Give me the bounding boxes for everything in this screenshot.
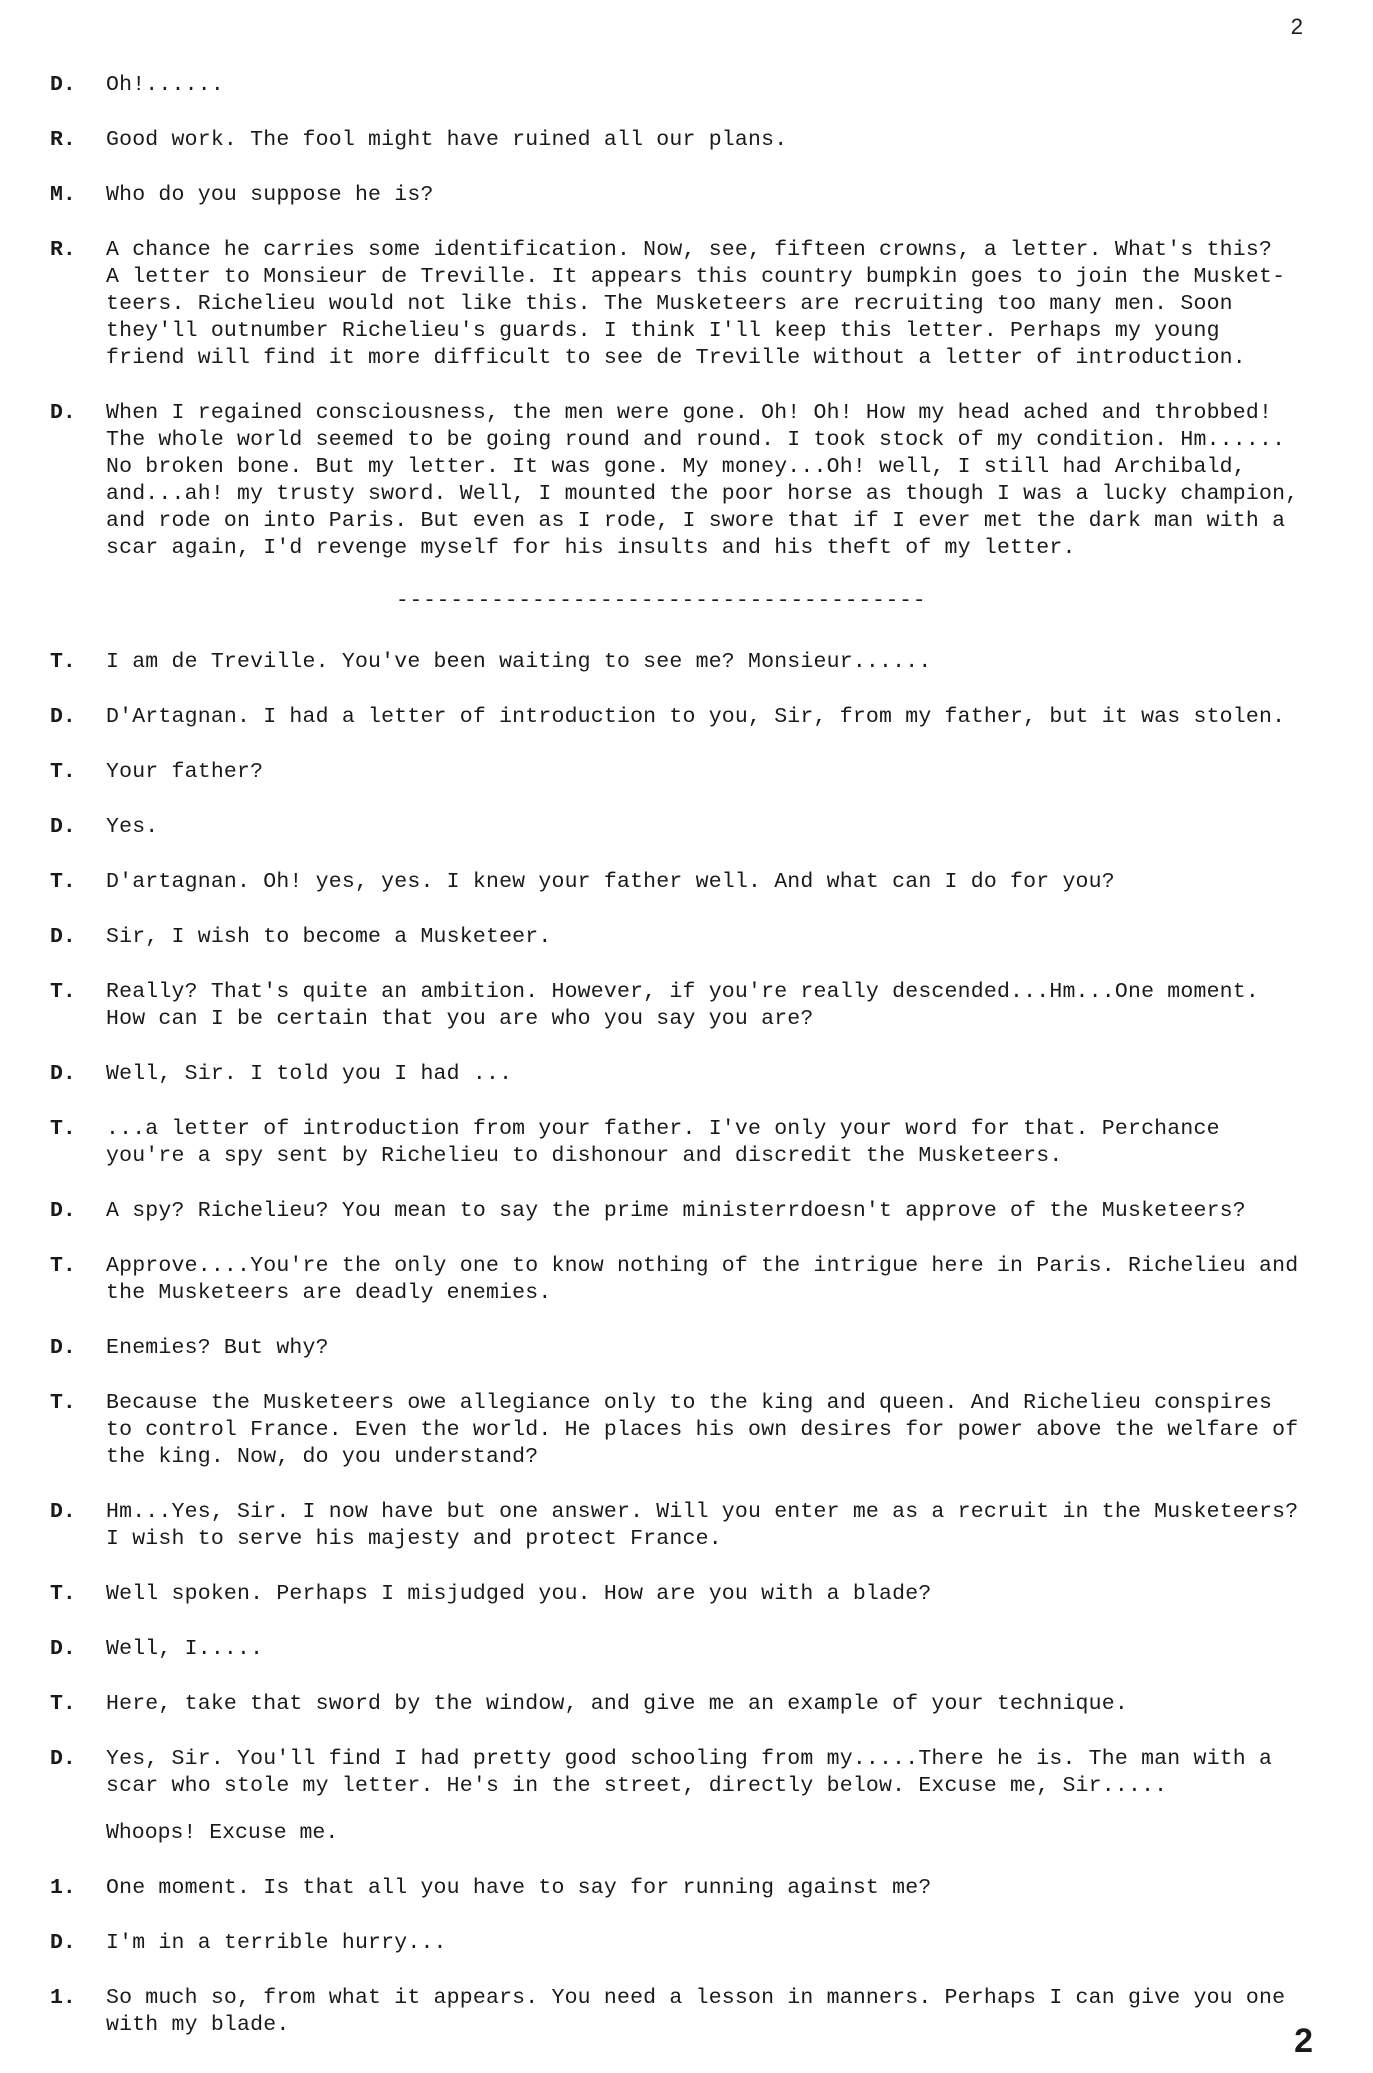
speaker-tag: 1. — [50, 1986, 76, 2010]
dialogue-line — [50, 1499, 1350, 1553]
dialogue-text: A chance he carries some identification. Now, see, fifteen crowns, a letter. What's this? A letter to Monsieur de Treville. It appears this country bumpkin goes to join the Musket- teers. Richelieu would not like this. The Musketeers are recruiting too many men. Soon they'll outnumber Richelieu's guards. I think I'll keep this letter. Perhaps my young friend will find it more difficult to see de Treville without a letter of introduction. — [106, 238, 1286, 370]
speaker-tag: R. — [50, 128, 76, 152]
dialogue-line — [50, 127, 1350, 154]
dialogue-text: One moment. Is that all you have to say for running against me? — [106, 1876, 932, 1900]
dialogue-text: Oh!...... — [106, 73, 224, 97]
dialogue-line — [50, 1253, 1350, 1307]
dialogue-line — [50, 704, 1350, 731]
speaker-tag: T. — [50, 1582, 76, 1606]
speaker-tag: D. — [50, 815, 76, 839]
dialogue-line — [50, 1746, 1350, 1800]
dialogue-line — [50, 924, 1350, 951]
dialogue-line — [50, 1930, 1350, 1957]
speaker-tag: D. — [50, 73, 76, 97]
scene-divider: --------------------------------------- — [396, 590, 927, 613]
dialogue-text: Well, I..... — [106, 1637, 264, 1661]
speaker-tag: D. — [50, 1062, 76, 1086]
dialogue-continuation: Whoops! Excuse me. — [106, 1821, 339, 1845]
dialogue-line — [50, 1335, 1350, 1362]
speaker-tag: D. — [50, 1500, 76, 1524]
dialogue-line — [50, 1390, 1350, 1471]
speaker-tag: M. — [50, 183, 76, 207]
speaker-tag: R. — [50, 238, 76, 262]
handwritten-page-mark: 2 — [1294, 2022, 1313, 2060]
speaker-tag: D. — [50, 925, 76, 949]
dialogue-text: Sir, I wish to become a Musketeer. — [106, 925, 552, 949]
speaker-tag: 1. — [50, 1876, 76, 1900]
dialogue-line — [50, 1198, 1350, 1225]
dialogue-text: Well spoken. Perhaps I misjudged you. How are you with a blade? — [106, 1582, 932, 1606]
dialogue-text: Enemies? But why? — [106, 1336, 329, 1360]
speaker-tag: D. — [50, 705, 76, 729]
dialogue-text: Who do you suppose he is? — [106, 183, 434, 207]
dialogue-text: ...a letter of introduction from your father. I've only your word for that. Perchance you're a spy sent by Richelieu to dishonour and discredit the Musketeers. — [106, 1117, 1220, 1168]
speaker-tag: T. — [50, 870, 76, 894]
dialogue-text: Yes. — [106, 815, 159, 839]
script-body — [50, 72, 1350, 2067]
dialogue-line — [50, 979, 1350, 1033]
dialogue-line — [50, 649, 1350, 676]
dialogue-text: A spy? Richelieu? You mean to say the prime ministerrdoesn't approve of the Musketeers? — [106, 1199, 1246, 1223]
page-number: 2 — [1290, 14, 1303, 39]
dialogue-block-3 — [50, 1875, 1350, 2039]
speaker-tag: T. — [50, 980, 76, 1004]
dialogue-text: Approve....You're the only one to know nothing of the intrigue here in Paris. Richelieu and the Musketeers are deadly enemies. — [106, 1254, 1299, 1305]
dialogue-text: So much so, from what it appears. You need a lesson in manners. Perhaps I can give you one with my blade. — [106, 1986, 1286, 2037]
dialogue-text: When I regained consciousness, the men were gone. Oh! Oh! How my head ached and throbbed! The whole world seemed to be going round and round. I took stock of my condition. Hm...... No broken bone. But my letter. It was gone. My money...Oh! well, I still had Archibald, and...ah! my trusty sword. Well, I mounted the poor horse as though I was a lucky champion, and rode on into Paris. But even as I rode, I swore that if I ever met the dark man with a scar again, I'd revenge myself for his insults and his theft of my letter. — [106, 401, 1299, 560]
dialogue-block-2 — [50, 649, 1350, 1847]
dialogue-text: I am de Treville. You've been waiting to see me? Monsieur...... — [106, 650, 932, 674]
dialogue-text: Well, Sir. I told you I had ... — [106, 1062, 513, 1086]
speaker-tag: T. — [50, 1692, 76, 1716]
speaker-tag: D. — [50, 401, 76, 425]
dialogue-line — [50, 72, 1350, 99]
dialogue-text: Really? That's quite an ambition. However, if you're really descended...Hm...One moment. How can I be certain that you are who you say you are? — [106, 980, 1259, 1031]
dialogue-line — [50, 1061, 1350, 1088]
dialogue-line — [50, 1985, 1350, 2039]
dialogue-line — [50, 182, 1350, 209]
dialogue-block-1 — [50, 72, 1350, 562]
dialogue-text: Here, take that sword by the window, and give me an example of your technique. — [106, 1692, 1128, 1716]
dialogue-text: Your father? — [106, 760, 264, 784]
dialogue-line — [50, 400, 1350, 562]
speaker-tag: T. — [50, 1254, 76, 1278]
speaker-tag: D. — [50, 1637, 76, 1661]
speaker-tag: T. — [50, 1391, 76, 1415]
dialogue-line — [50, 814, 1350, 841]
speaker-tag: D. — [50, 1199, 76, 1223]
speaker-tag: T. — [50, 760, 76, 784]
dialogue-line — [50, 1875, 1350, 1902]
speaker-tag: D. — [50, 1747, 76, 1771]
dialogue-line — [50, 1636, 1350, 1663]
dialogue-text: Yes, Sir. You'll find I had pretty good schooling from my.....There he is. The man with a scar who stole my letter. He's in the street, directly below. Excuse me, Sir..... — [106, 1747, 1273, 1798]
dialogue-text: Hm...Yes, Sir. I now have but one answer. Will you enter me as a recruit in the Musketeers? I wish to serve his majesty and protect France. — [106, 1500, 1299, 1551]
speaker-tag: T. — [50, 650, 76, 674]
speaker-tag: D. — [50, 1931, 76, 1955]
speaker-tag: T. — [50, 1117, 76, 1141]
dialogue-line — [50, 1116, 1350, 1170]
dialogue-text: D'Artagnan. I had a letter of introduction to you, Sir, from my father, but it was stolen. — [106, 705, 1286, 729]
speaker-tag: D. — [50, 1336, 76, 1360]
dialogue-text: Good work. The fool might have ruined all our plans. — [106, 128, 788, 152]
dialogue-text: D'artagnan. Oh! yes, yes. I knew your father well. And what can I do for you? — [106, 870, 1115, 894]
dialogue-text: I'm in a terrible hurry... — [106, 1931, 447, 1955]
dialogue-line — [50, 1691, 1350, 1718]
dialogue-line — [50, 869, 1350, 896]
dialogue-line — [50, 759, 1350, 786]
dialogue-text: Because the Musketeers owe allegiance only to the king and queen. And Richelieu conspires to control France. Even the world. He places his own desires for power above the welfare of the king. Now, do you understand? — [106, 1391, 1299, 1469]
dialogue-line — [50, 1581, 1350, 1608]
dialogue-line — [50, 237, 1350, 372]
